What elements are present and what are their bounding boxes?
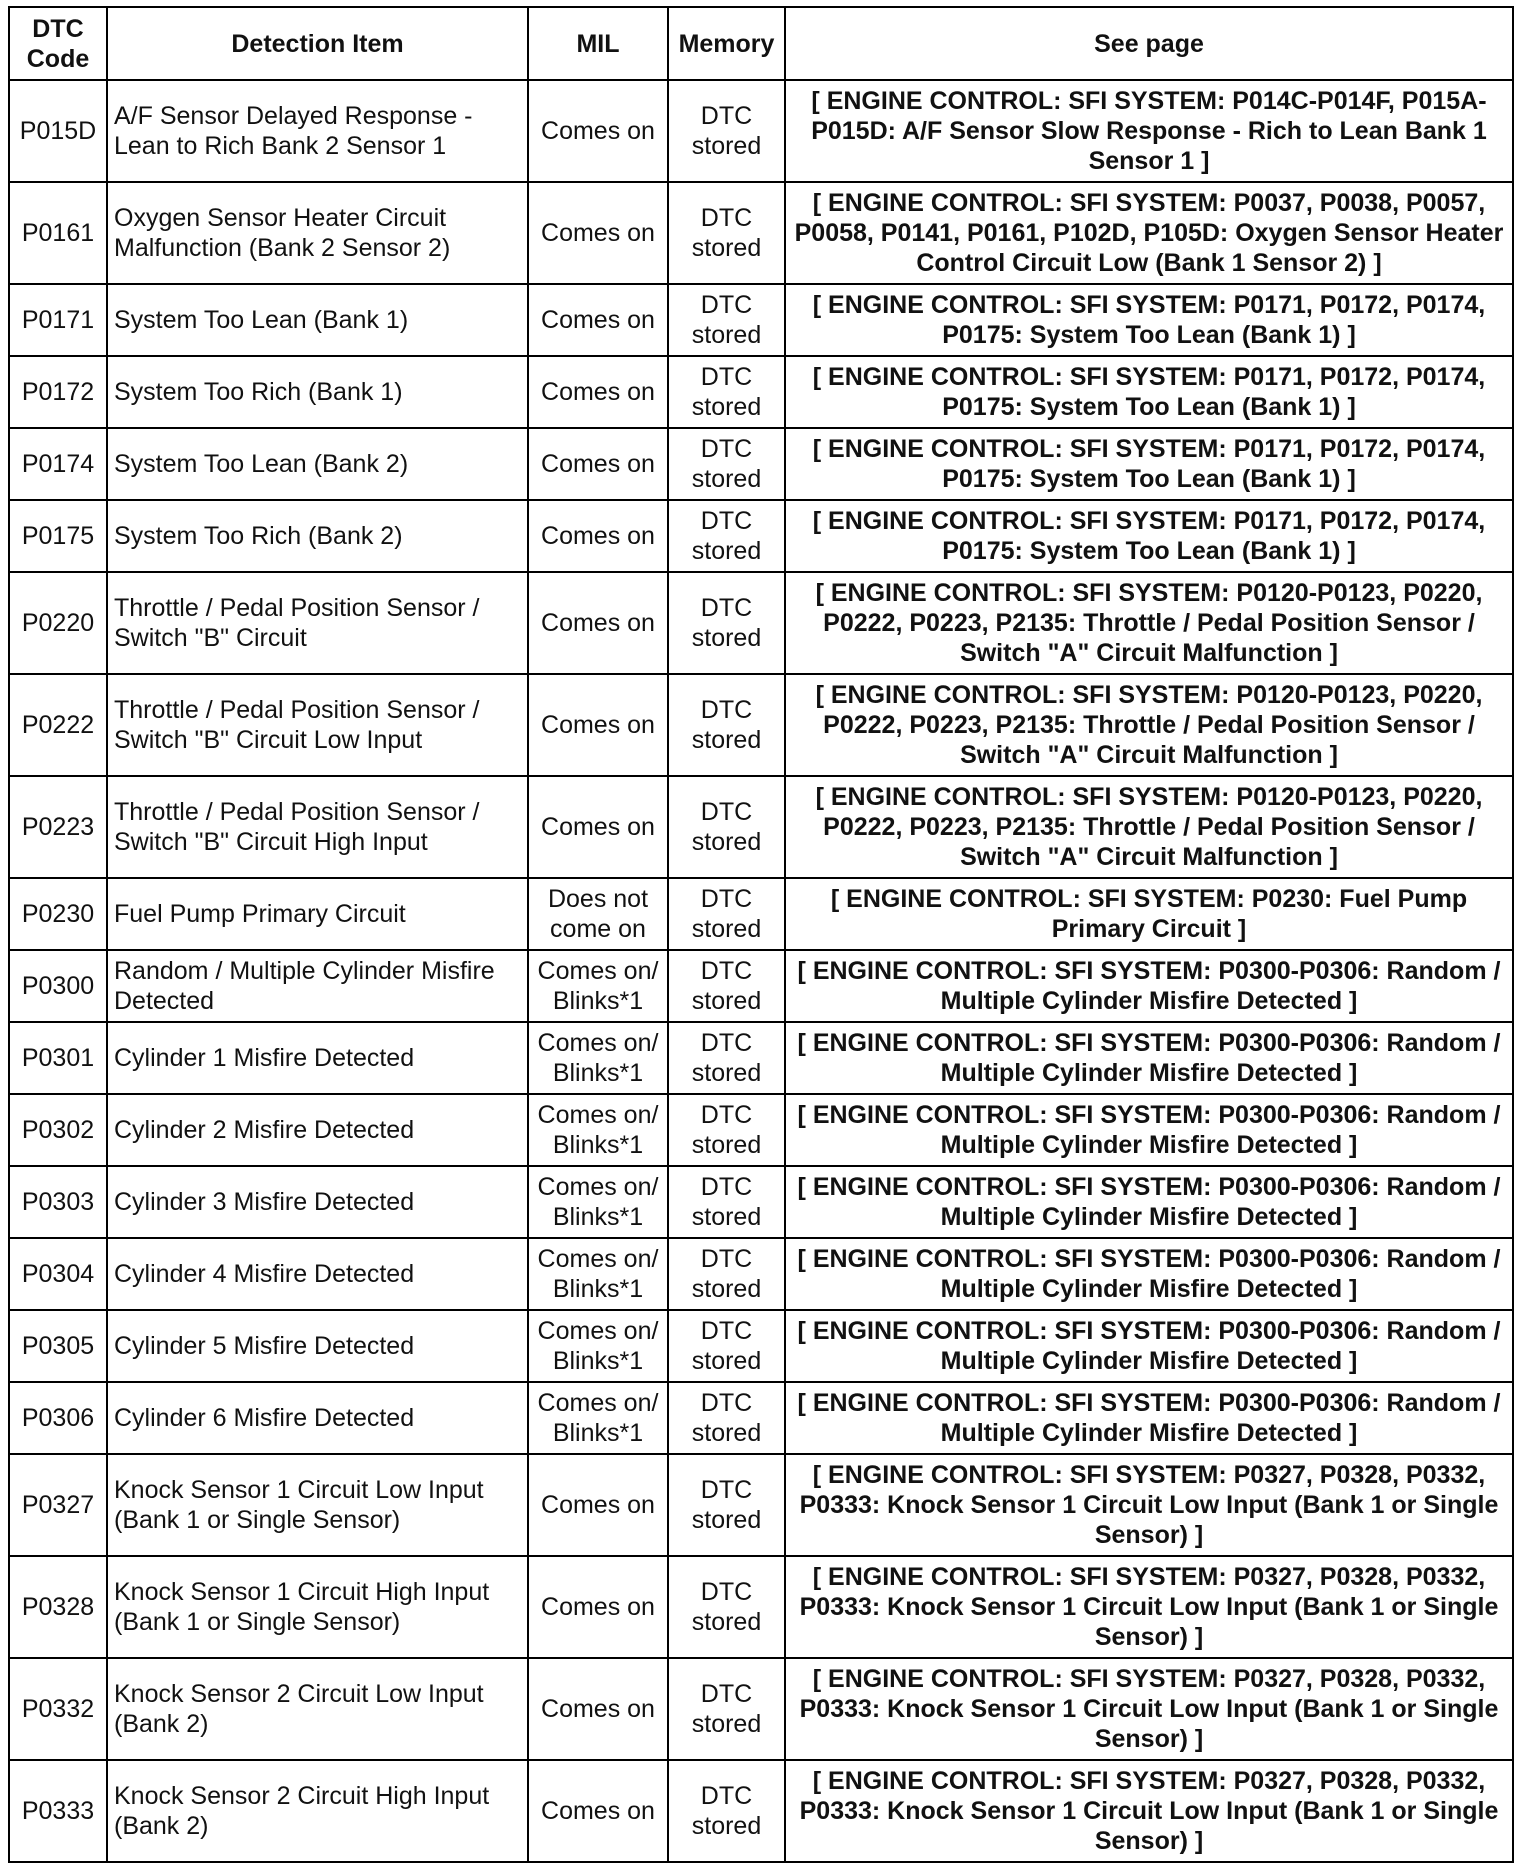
- mil-cell: Comes on: [528, 182, 668, 284]
- header-mil: MIL: [528, 7, 668, 80]
- detection-item-cell: Throttle / Pedal Position Sensor / Switch "B" Circuit: [107, 572, 528, 674]
- dtc-code-cell: P0332: [9, 1658, 107, 1760]
- see-page-link[interactable]: [ ENGINE CONTROL: SFI SYSTEM: P0171, P0172, P0174, P0175: System Too Lean (Bank 1) ]: [785, 428, 1513, 500]
- table-row: [9, 572, 1513, 674]
- dtc-code-cell: P0304: [9, 1238, 107, 1310]
- detection-item-cell: System Too Rich (Bank 1): [107, 356, 528, 428]
- dtc-code-cell: P0175: [9, 500, 107, 572]
- mil-cell: Comes on/ Blinks*1: [528, 1022, 668, 1094]
- mil-cell: Comes on: [528, 1454, 668, 1556]
- memory-cell: DTC stored: [668, 674, 785, 776]
- table-row: [9, 950, 1513, 1022]
- see-page-link[interactable]: [ ENGINE CONTROL: SFI SYSTEM: P0171, P0172, P0174, P0175: System Too Lean (Bank 1) ]: [785, 500, 1513, 572]
- dtc-code-cell: P0333: [9, 1760, 107, 1862]
- see-page-link[interactable]: [ ENGINE CONTROL: SFI SYSTEM: P0230: Fuel Pump Primary Circuit ]: [785, 878, 1513, 950]
- mil-cell: Comes on: [528, 80, 668, 182]
- mil-cell: Comes on/ Blinks*1: [528, 1382, 668, 1454]
- dtc-code-cell: P0328: [9, 1556, 107, 1658]
- detection-item-cell: Cylinder 3 Misfire Detected: [107, 1166, 528, 1238]
- detection-item-cell: Cylinder 2 Misfire Detected: [107, 1094, 528, 1166]
- detection-item-cell: Oxygen Sensor Heater Circuit Malfunction (Bank 2 Sensor 2): [107, 182, 528, 284]
- detection-item-cell: System Too Rich (Bank 2): [107, 500, 528, 572]
- dtc-code-cell: P0161: [9, 182, 107, 284]
- memory-cell: DTC stored: [668, 878, 785, 950]
- table-body: [9, 80, 1513, 1862]
- dtc-code-cell: P0302: [9, 1094, 107, 1166]
- mil-cell: Comes on: [528, 674, 668, 776]
- memory-cell: DTC stored: [668, 284, 785, 356]
- table-row: [9, 1310, 1513, 1382]
- table-row: [9, 674, 1513, 776]
- table-row: [9, 1166, 1513, 1238]
- table-header-row: [9, 7, 1513, 80]
- memory-cell: DTC stored: [668, 428, 785, 500]
- table-row: [9, 1760, 1513, 1862]
- header-detection-item: Detection Item: [107, 7, 528, 80]
- detection-item-cell: Cylinder 1 Misfire Detected: [107, 1022, 528, 1094]
- dtc-code-cell: P0327: [9, 1454, 107, 1556]
- see-page-link[interactable]: [ ENGINE CONTROL: SFI SYSTEM: P0300-P0306: Random / Multiple Cylinder Misfire Detected ]: [785, 1238, 1513, 1310]
- memory-cell: DTC stored: [668, 1760, 785, 1862]
- table-row: [9, 1094, 1513, 1166]
- dtc-table-wrapper: [8, 6, 1512, 1863]
- dtc-code-cell: P0303: [9, 1166, 107, 1238]
- see-page-link[interactable]: [ ENGINE CONTROL: SFI SYSTEM: P0327, P0328, P0332, P0333: Knock Sensor 1 Circuit Low Input (Bank 1 or Single Sensor) ]: [785, 1760, 1513, 1862]
- see-page-link[interactable]: [ ENGINE CONTROL: SFI SYSTEM: P0327, P0328, P0332, P0333: Knock Sensor 1 Circuit Low Input (Bank 1 or Single Sensor) ]: [785, 1454, 1513, 1556]
- dtc-code-cell: P015D: [9, 80, 107, 182]
- mil-cell: Comes on: [528, 500, 668, 572]
- dtc-code-cell: P0174: [9, 428, 107, 500]
- dtc-code-cell: P0306: [9, 1382, 107, 1454]
- memory-cell: DTC stored: [668, 356, 785, 428]
- dtc-code-cell: P0300: [9, 950, 107, 1022]
- memory-cell: DTC stored: [668, 1556, 785, 1658]
- detection-item-cell: Cylinder 5 Misfire Detected: [107, 1310, 528, 1382]
- memory-cell: DTC stored: [668, 80, 785, 182]
- dtc-code-cell: P0301: [9, 1022, 107, 1094]
- memory-cell: DTC stored: [668, 572, 785, 674]
- header-memory: Memory: [668, 7, 785, 80]
- memory-cell: DTC stored: [668, 1658, 785, 1760]
- table-row: [9, 284, 1513, 356]
- table-row: [9, 1382, 1513, 1454]
- dtc-code-cell: P0171: [9, 284, 107, 356]
- table-row: [9, 356, 1513, 428]
- see-page-link[interactable]: [ ENGINE CONTROL: SFI SYSTEM: P0171, P0172, P0174, P0175: System Too Lean (Bank 1) ]: [785, 284, 1513, 356]
- detection-item-cell: Knock Sensor 1 Circuit High Input (Bank 1 or Single Sensor): [107, 1556, 528, 1658]
- mil-cell: Comes on: [528, 1760, 668, 1862]
- table-row: [9, 878, 1513, 950]
- dtc-code-cell: P0172: [9, 356, 107, 428]
- table-row: [9, 1238, 1513, 1310]
- see-page-link[interactable]: [ ENGINE CONTROL: SFI SYSTEM: P0037, P0038, P0057, P0058, P0141, P0161, P102D, P105D: Oxygen Sensor Heater Control Circuit Low (Bank 1 Sensor 2) ]: [785, 182, 1513, 284]
- mil-cell: Does not come on: [528, 878, 668, 950]
- mil-cell: Comes on: [528, 284, 668, 356]
- mil-cell: Comes on/ Blinks*1: [528, 1094, 668, 1166]
- memory-cell: DTC stored: [668, 1094, 785, 1166]
- detection-item-cell: Throttle / Pedal Position Sensor / Switch "B" Circuit Low Input: [107, 674, 528, 776]
- see-page-link[interactable]: [ ENGINE CONTROL: SFI SYSTEM: P0300-P0306: Random / Multiple Cylinder Misfire Detected ]: [785, 1382, 1513, 1454]
- table-row: [9, 500, 1513, 572]
- memory-cell: DTC stored: [668, 1238, 785, 1310]
- dtc-code-cell: P0230: [9, 878, 107, 950]
- memory-cell: DTC stored: [668, 776, 785, 878]
- detection-item-cell: System Too Lean (Bank 1): [107, 284, 528, 356]
- mil-cell: Comes on: [528, 572, 668, 674]
- header-dtc-code: DTC Code: [9, 7, 107, 80]
- see-page-link[interactable]: [ ENGINE CONTROL: SFI SYSTEM: P0327, P0328, P0332, P0333: Knock Sensor 1 Circuit Low Input (Bank 1 or Single Sensor) ]: [785, 1658, 1513, 1760]
- table-row: [9, 1022, 1513, 1094]
- dtc-code-cell: P0222: [9, 674, 107, 776]
- mil-cell: Comes on: [528, 356, 668, 428]
- memory-cell: DTC stored: [668, 1166, 785, 1238]
- memory-cell: DTC stored: [668, 950, 785, 1022]
- detection-item-cell: A/F Sensor Delayed Response - Lean to Rich Bank 2 Sensor 1: [107, 80, 528, 182]
- detection-item-cell: Knock Sensor 2 Circuit Low Input (Bank 2): [107, 1658, 528, 1760]
- see-page-link[interactable]: [ ENGINE CONTROL: SFI SYSTEM: P0120-P0123, P0220, P0222, P0223, P2135: Throttle / Pedal Position Sensor / Switch "A" Circuit Malfunction ]: [785, 674, 1513, 776]
- memory-cell: DTC stored: [668, 1454, 785, 1556]
- header-see-page: See page: [785, 7, 1513, 80]
- see-page-link[interactable]: [ ENGINE CONTROL: SFI SYSTEM: P0300-P0306: Random / Multiple Cylinder Misfire Detected ]: [785, 1094, 1513, 1166]
- mil-cell: Comes on: [528, 1556, 668, 1658]
- detection-item-cell: Throttle / Pedal Position Sensor / Switch "B" Circuit High Input: [107, 776, 528, 878]
- mil-cell: Comes on: [528, 428, 668, 500]
- table-row: [9, 1454, 1513, 1556]
- table-row: [9, 776, 1513, 878]
- dtc-code-cell: P0220: [9, 572, 107, 674]
- see-page-link[interactable]: [ ENGINE CONTROL: SFI SYSTEM: P0300-P0306: Random / Multiple Cylinder Misfire Detected ]: [785, 1166, 1513, 1238]
- table-row: [9, 1658, 1513, 1760]
- dtc-table: [8, 6, 1514, 1863]
- mil-cell: Comes on: [528, 1658, 668, 1760]
- mil-cell: Comes on/ Blinks*1: [528, 950, 668, 1022]
- see-page-link[interactable]: [ ENGINE CONTROL: SFI SYSTEM: P0171, P0172, P0174, P0175: System Too Lean (Bank 1) ]: [785, 356, 1513, 428]
- memory-cell: DTC stored: [668, 182, 785, 284]
- detection-item-cell: Cylinder 6 Misfire Detected: [107, 1382, 528, 1454]
- table-row: [9, 80, 1513, 182]
- detection-item-cell: Knock Sensor 1 Circuit Low Input (Bank 1 or Single Sensor): [107, 1454, 528, 1556]
- detection-item-cell: Knock Sensor 2 Circuit High Input (Bank 2): [107, 1760, 528, 1862]
- see-page-link[interactable]: [ ENGINE CONTROL: SFI SYSTEM: P0120-P0123, P0220, P0222, P0223, P2135: Throttle / Pedal Position Sensor / Switch "A" Circuit Malfunction ]: [785, 572, 1513, 674]
- detection-item-cell: Cylinder 4 Misfire Detected: [107, 1238, 528, 1310]
- dtc-code-cell: P0305: [9, 1310, 107, 1382]
- memory-cell: DTC stored: [668, 1022, 785, 1094]
- see-page-link[interactable]: [ ENGINE CONTROL: SFI SYSTEM: P0327, P0328, P0332, P0333: Knock Sensor 1 Circuit Low Input (Bank 1 or Single Sensor) ]: [785, 1556, 1513, 1658]
- mil-cell: Comes on/ Blinks*1: [528, 1238, 668, 1310]
- detection-item-cell: System Too Lean (Bank 2): [107, 428, 528, 500]
- table-row: [9, 1556, 1513, 1658]
- table-row: [9, 428, 1513, 500]
- see-page-link[interactable]: [ ENGINE CONTROL: SFI SYSTEM: P0300-P0306: Random / Multiple Cylinder Misfire Detected ]: [785, 1310, 1513, 1382]
- mil-cell: Comes on/ Blinks*1: [528, 1166, 668, 1238]
- dtc-code-cell: P0223: [9, 776, 107, 878]
- memory-cell: DTC stored: [668, 1310, 785, 1382]
- mil-cell: Comes on: [528, 776, 668, 878]
- see-page-link[interactable]: [ ENGINE CONTROL: SFI SYSTEM: P014C-P014F, P015A-P015D: A/F Sensor Slow Response - Rich to Lean Bank 1 Sensor 1 ]: [785, 80, 1513, 182]
- detection-item-cell: Random / Multiple Cylinder Misfire Detected: [107, 950, 528, 1022]
- memory-cell: DTC stored: [668, 1382, 785, 1454]
- memory-cell: DTC stored: [668, 500, 785, 572]
- mil-cell: Comes on/ Blinks*1: [528, 1310, 668, 1382]
- see-page-link[interactable]: [ ENGINE CONTROL: SFI SYSTEM: P0120-P0123, P0220, P0222, P0223, P2135: Throttle / Pedal Position Sensor / Switch "A" Circuit Malfunction ]: [785, 776, 1513, 878]
- see-page-link[interactable]: [ ENGINE CONTROL: SFI SYSTEM: P0300-P0306: Random / Multiple Cylinder Misfire Detected ]: [785, 950, 1513, 1022]
- table-row: [9, 182, 1513, 284]
- see-page-link[interactable]: [ ENGINE CONTROL: SFI SYSTEM: P0300-P0306: Random / Multiple Cylinder Misfire Detected ]: [785, 1022, 1513, 1094]
- detection-item-cell: Fuel Pump Primary Circuit: [107, 878, 528, 950]
